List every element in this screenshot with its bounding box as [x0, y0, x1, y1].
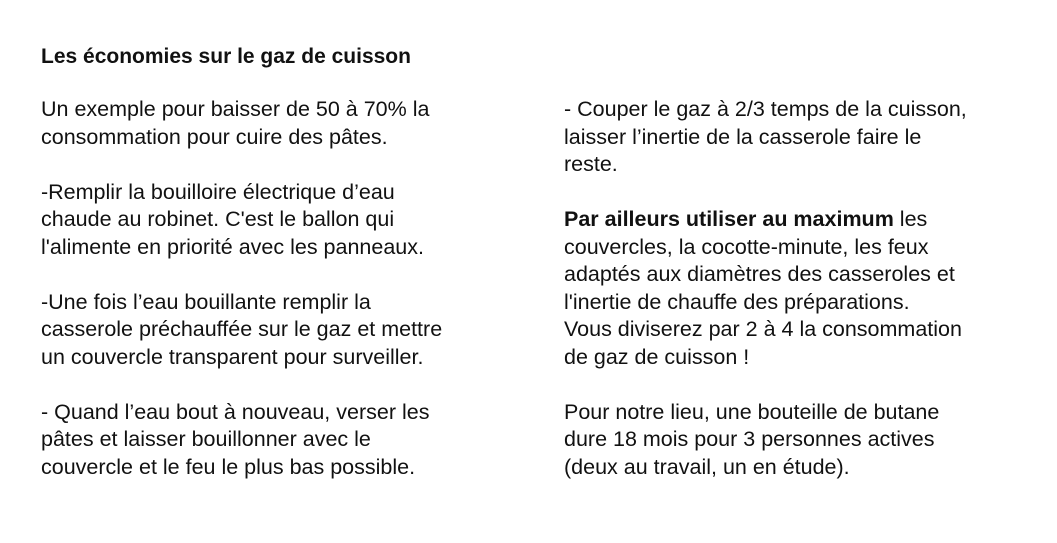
- text-line: l'inertie de chauffe des préparations.: [564, 289, 910, 314]
- text-line: pâtes et laisser bouillonner avec le: [41, 427, 371, 451]
- text-fragment: les: [893, 207, 928, 231]
- step-pasta-paragraph: [41, 399, 531, 482]
- text-line: dure 18 mois pour 3 personnes actives: [564, 427, 935, 451]
- right-column: [564, 96, 1044, 509]
- step-kettle-paragraph: [41, 179, 531, 262]
- text-line: Pour notre lieu, une bouteille de butane: [564, 399, 940, 424]
- text-line: reste.: [564, 152, 618, 176]
- page-title: Les économies sur le gaz de cuisson: [41, 45, 411, 68]
- text-line: de gaz de cuisson !: [564, 344, 750, 369]
- text-line: -Une fois l’eau bouillante remplir la: [41, 289, 371, 314]
- step-pan-paragraph: [41, 289, 531, 372]
- text-line: Vous diviserez par 2 à 4 la consommation: [564, 317, 962, 341]
- text-line: casserole préchauffée sur le gaz et mettre: [41, 317, 443, 341]
- intro-paragraph: [41, 96, 531, 151]
- step-cut-gas-paragraph: [564, 96, 1044, 179]
- left-column: [41, 96, 531, 509]
- bold-emphasis: Par ailleurs utiliser au maximum: [564, 207, 894, 231]
- text-line: Un exemple pour baisser de 50 à 70% la: [41, 97, 430, 121]
- text-line: consommation pour cuire des pâtes.: [41, 124, 388, 149]
- text-line: -Remplir la bouilloire électrique d’eau: [41, 179, 395, 204]
- text-line: - Couper le gaz à 2/3 temps de la cuisson,: [564, 97, 967, 121]
- text-line: couvercles, la cocotte-minute, les feux: [564, 234, 929, 259]
- butane-paragraph: [564, 399, 1044, 482]
- text-line: l'alimente en priorité avec les panneaux.: [41, 234, 424, 259]
- text-line: laisser l’inertie de la casserole faire le: [564, 124, 922, 149]
- text-line: couvercle et le feu le plus bas possible.: [41, 454, 416, 479]
- text-line: [564, 206, 1044, 234]
- text-line: (deux au travail, un en étude).: [564, 454, 850, 479]
- text-line: chaude au robinet. C'est le ballon qui: [41, 207, 395, 231]
- advice-paragraph: [564, 206, 1044, 371]
- text-line: - Quand l’eau bout à nouveau, verser les: [41, 399, 430, 424]
- text-line: adaptés aux diamètres des casseroles et: [564, 262, 955, 286]
- text-line: un couvercle transparent pour surveiller.: [41, 344, 424, 369]
